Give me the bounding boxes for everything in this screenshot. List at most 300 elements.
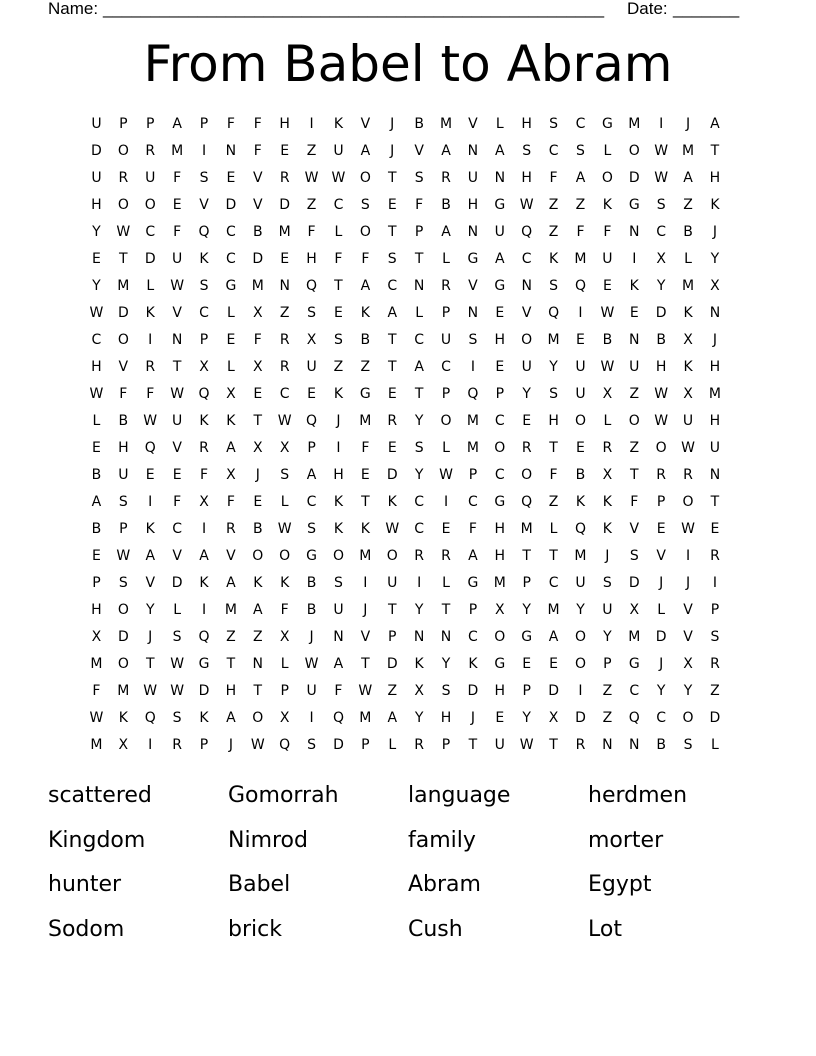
grid-letter: E bbox=[92, 251, 101, 267]
grid-letter: W bbox=[331, 170, 346, 186]
grid-letter: X bbox=[683, 386, 693, 402]
grid-letter: L bbox=[495, 116, 504, 132]
grid-letter: O bbox=[440, 413, 452, 429]
grid-letter: M bbox=[117, 278, 130, 294]
grid-letter: R bbox=[226, 521, 236, 537]
grid-letter: V bbox=[683, 629, 693, 645]
grid-letter: H bbox=[494, 332, 506, 348]
grid-letter: M bbox=[681, 278, 695, 294]
grid-letter: R bbox=[441, 278, 451, 294]
grid-letter: W bbox=[600, 359, 615, 375]
grid-letter: I bbox=[148, 332, 153, 348]
grid-letter: W bbox=[170, 386, 185, 402]
grid-letter: V bbox=[629, 521, 640, 537]
grid-letter: W bbox=[519, 197, 534, 213]
grid-letter: M bbox=[681, 143, 695, 159]
grid-letter: W bbox=[250, 737, 265, 753]
grid-letter: S bbox=[307, 737, 317, 753]
grid-letter: R bbox=[414, 548, 424, 564]
grid-letter: G bbox=[225, 278, 237, 294]
grid-letter: I bbox=[632, 251, 637, 267]
grid-letter: E bbox=[522, 656, 532, 672]
grid-letter: X bbox=[252, 359, 263, 375]
grid-letter: B bbox=[575, 467, 586, 483]
grid-letter: H bbox=[521, 170, 532, 186]
grid-letter: M bbox=[708, 386, 721, 402]
grid-letter: K bbox=[333, 521, 344, 537]
grid-letter: J bbox=[255, 467, 260, 483]
grid-letter: J bbox=[390, 116, 395, 132]
word-list-item: brick bbox=[228, 916, 282, 942]
grid-letter: W bbox=[170, 656, 185, 672]
grid-letter: L bbox=[146, 278, 155, 294]
grid-letter: M bbox=[90, 737, 103, 753]
word-list-item: Nimrod bbox=[228, 827, 308, 853]
grid-letter: M bbox=[628, 629, 641, 645]
grid-letter: M bbox=[466, 440, 479, 456]
grid-letter: S bbox=[522, 143, 532, 159]
grid-letter: G bbox=[494, 197, 506, 213]
grid-letter: A bbox=[226, 575, 236, 591]
grid-letter: R bbox=[441, 548, 451, 564]
grid-letter: A bbox=[683, 170, 693, 186]
grid-letter: E bbox=[145, 467, 155, 483]
grid-letter: Z bbox=[548, 224, 559, 240]
grid-letter: W bbox=[143, 683, 158, 699]
name-blank-line[interactable]: _____________________________________________________ bbox=[103, 0, 605, 18]
grid-letter: Q bbox=[144, 440, 156, 456]
grid-letter: K bbox=[602, 494, 612, 510]
grid-letter: C bbox=[387, 278, 398, 294]
grid-letter: A bbox=[441, 143, 451, 159]
word-list-item: Cush bbox=[408, 916, 463, 942]
grid-letter: A bbox=[468, 548, 478, 564]
grid-letter: O bbox=[252, 548, 264, 564]
grid-letter: I bbox=[578, 305, 583, 321]
grid-letter: W bbox=[89, 305, 104, 321]
grid-letter: U bbox=[91, 170, 102, 186]
grid-letter: F bbox=[173, 494, 182, 510]
grid-letter: G bbox=[494, 494, 506, 510]
grid-letter: B bbox=[683, 224, 693, 240]
grid-letter: P bbox=[495, 386, 505, 402]
grid-letter: C bbox=[656, 710, 667, 726]
grid-letter: Y bbox=[549, 359, 558, 375]
grid-letter: B bbox=[656, 332, 666, 348]
grid-letter: V bbox=[468, 116, 478, 132]
grid-letter: S bbox=[334, 332, 343, 348]
grid-letter: R bbox=[145, 143, 156, 159]
grid-letter: E bbox=[92, 440, 101, 456]
grid-letter: J bbox=[309, 629, 314, 645]
grid-letter: Y bbox=[414, 467, 424, 483]
grid-letter: L bbox=[92, 413, 101, 429]
word-list-item: morter bbox=[588, 827, 664, 853]
grid-letter: G bbox=[521, 629, 533, 645]
grid-letter: W bbox=[654, 143, 669, 159]
grid-letter: G bbox=[467, 575, 479, 591]
grid-letter: N bbox=[467, 224, 479, 240]
grid-letter: K bbox=[333, 386, 344, 402]
grid-letter: Z bbox=[252, 629, 263, 645]
grid-letter: U bbox=[91, 116, 102, 132]
grid-letter: O bbox=[574, 413, 586, 429]
grid-letter: D bbox=[548, 683, 559, 699]
grid-letter: E bbox=[280, 251, 290, 267]
grid-letter: B bbox=[91, 467, 102, 483]
grid-letter: N bbox=[467, 143, 479, 159]
grid-letter: Y bbox=[576, 602, 585, 618]
word-list-item: family bbox=[408, 827, 476, 853]
grid-letter: Z bbox=[629, 386, 640, 402]
grid-letter: P bbox=[280, 683, 289, 699]
grid-letter: I bbox=[470, 359, 475, 375]
grid-letter: H bbox=[494, 683, 506, 699]
grid-letter: S bbox=[576, 143, 585, 159]
grid-letter: M bbox=[547, 332, 560, 348]
grid-letter: E bbox=[576, 332, 585, 348]
grid-letter: H bbox=[467, 197, 479, 213]
word-list-item: herdmen bbox=[588, 783, 688, 808]
grid-letter: X bbox=[91, 629, 102, 645]
grid-letter: P bbox=[414, 224, 424, 240]
grid-letter: S bbox=[414, 170, 424, 186]
grid-letter: C bbox=[494, 413, 505, 429]
grid-letter: S bbox=[414, 440, 424, 456]
grid-letter: Y bbox=[710, 251, 720, 267]
grid-letter: L bbox=[442, 575, 450, 591]
grid-letter: B bbox=[602, 332, 613, 348]
grid-letter: U bbox=[306, 683, 317, 699]
grid-letter: M bbox=[493, 575, 506, 591]
grid-letter: J bbox=[659, 656, 664, 672]
grid-letter: O bbox=[574, 629, 586, 645]
grid-letter: A bbox=[199, 548, 209, 564]
grid-letter: W bbox=[385, 521, 400, 537]
grid-letter: D bbox=[171, 575, 183, 591]
grid-letter: A bbox=[226, 710, 236, 726]
grid-letter: I bbox=[336, 440, 341, 456]
grid-letter: N bbox=[413, 278, 425, 294]
grid-letter: F bbox=[549, 467, 558, 483]
grid-letter: I bbox=[309, 710, 314, 726]
grid-letter: T bbox=[522, 548, 531, 564]
grid-letter: U bbox=[494, 224, 505, 240]
grid-letter: U bbox=[682, 413, 694, 429]
grid-letter: E bbox=[495, 305, 505, 321]
grid-letter: V bbox=[172, 440, 182, 456]
grid-letter: V bbox=[226, 548, 236, 564]
grid-letter: Y bbox=[656, 278, 666, 294]
grid-letter: K bbox=[145, 521, 155, 537]
grid-letter: A bbox=[495, 251, 505, 267]
grid-letter: S bbox=[683, 737, 693, 753]
grid-letter: P bbox=[522, 683, 531, 699]
grid-letter: V bbox=[172, 548, 182, 564]
grid-letter: E bbox=[441, 521, 451, 537]
grid-letter: T bbox=[334, 278, 343, 294]
grid-letter: K bbox=[602, 521, 612, 537]
grid-letter: W bbox=[439, 467, 453, 483]
grid-letter: U bbox=[575, 359, 586, 375]
grid-letter: X bbox=[279, 710, 290, 726]
grid-letter: G bbox=[306, 548, 317, 564]
grid-letter: X bbox=[548, 710, 559, 726]
grid-letter: T bbox=[468, 737, 478, 753]
grid-letter: L bbox=[657, 602, 666, 618]
grid-letter: D bbox=[117, 629, 129, 645]
grid-letter: C bbox=[441, 359, 451, 375]
grid-letter: R bbox=[172, 737, 182, 753]
grid-letter: Q bbox=[306, 413, 318, 429]
grid-letter: V bbox=[683, 602, 693, 618]
grid-letter: J bbox=[685, 116, 691, 132]
grid-letter: R bbox=[683, 467, 693, 483]
grid-letter: A bbox=[575, 170, 586, 186]
grid-letter: A bbox=[495, 143, 505, 159]
grid-letter: C bbox=[656, 224, 667, 240]
grid-letter: O bbox=[279, 548, 291, 564]
grid-letter: Z bbox=[387, 683, 398, 699]
grid-letter: K bbox=[280, 575, 290, 591]
grid-letter: N bbox=[602, 737, 613, 753]
grid-letter: M bbox=[117, 683, 130, 699]
grid-letter: J bbox=[336, 413, 341, 429]
word-list-item: Egypt bbox=[588, 872, 652, 897]
grid-letter: K bbox=[145, 305, 155, 321]
grid-letter: F bbox=[146, 386, 155, 402]
grid-letter: A bbox=[441, 224, 451, 240]
grid-letter: Z bbox=[602, 710, 613, 726]
grid-letter: A bbox=[91, 494, 102, 510]
grid-letter: K bbox=[414, 656, 424, 672]
grid-letter: M bbox=[90, 656, 103, 672]
grid-letter: N bbox=[333, 629, 344, 645]
date-blank-line[interactable]: _______ bbox=[673, 0, 740, 18]
grid-letter: T bbox=[549, 548, 558, 564]
grid-letter: L bbox=[415, 305, 424, 321]
grid-letter: W bbox=[116, 548, 131, 564]
grid-letter: M bbox=[224, 602, 237, 618]
grid-letter: B bbox=[252, 521, 263, 537]
grid-letter: H bbox=[279, 116, 290, 132]
grid-letter: L bbox=[173, 602, 182, 618]
grid-letter: O bbox=[386, 548, 398, 564]
grid-letter: B bbox=[656, 737, 666, 753]
grid-letter: F bbox=[361, 251, 370, 267]
grid-letter: Y bbox=[414, 602, 424, 618]
grid-letter: A bbox=[710, 116, 720, 132]
grid-letter: U bbox=[333, 143, 344, 159]
grid-letter: F bbox=[334, 251, 343, 267]
grid-letter: H bbox=[709, 359, 721, 375]
grid-letter: X bbox=[602, 467, 613, 483]
grid-letter: V bbox=[656, 548, 666, 564]
grid-letter: O bbox=[574, 656, 586, 672]
grid-letter: P bbox=[146, 116, 155, 132]
grid-letter: Q bbox=[574, 521, 586, 537]
grid-letter: A bbox=[172, 116, 182, 132]
grid-letter: K bbox=[199, 413, 209, 429]
grid-letter: U bbox=[521, 359, 532, 375]
grid-letter: M bbox=[547, 602, 560, 618]
grid-letter: U bbox=[467, 170, 479, 186]
grid-letter: N bbox=[709, 467, 721, 483]
grid-letter: G bbox=[628, 197, 640, 213]
grid-letter: J bbox=[148, 629, 153, 645]
grid-letter: J bbox=[363, 602, 368, 618]
grid-letter: I bbox=[363, 575, 368, 591]
name-label: Name: bbox=[48, 0, 99, 18]
grid-letter: C bbox=[414, 332, 425, 348]
grid-letter: X bbox=[118, 737, 129, 753]
grid-letter: G bbox=[359, 386, 371, 402]
grid-letter: G bbox=[494, 656, 506, 672]
grid-letter: W bbox=[600, 305, 615, 321]
grid-letter: T bbox=[441, 602, 451, 618]
grid-letter: F bbox=[307, 224, 316, 240]
grid-letter: M bbox=[520, 521, 533, 537]
grid-letter: P bbox=[656, 494, 666, 510]
grid-letter: A bbox=[414, 359, 424, 375]
grid-letter: H bbox=[306, 251, 317, 267]
grid-letter: T bbox=[387, 224, 397, 240]
grid-letter: C bbox=[468, 494, 478, 510]
grid-letter: K bbox=[468, 656, 478, 672]
grid-letter: T bbox=[253, 413, 263, 429]
grid-letter: J bbox=[228, 737, 233, 753]
grid-letter: S bbox=[441, 683, 451, 699]
grid-letter: W bbox=[89, 710, 104, 726]
grid-letter: O bbox=[117, 602, 129, 618]
grid-letter: C bbox=[279, 386, 290, 402]
grid-letter: Z bbox=[279, 305, 290, 321]
grid-letter: L bbox=[280, 494, 289, 510]
grid-letter: J bbox=[712, 332, 717, 348]
grid-letter: K bbox=[199, 710, 209, 726]
grid-letter: X bbox=[683, 332, 693, 348]
grid-letter: O bbox=[332, 548, 344, 564]
grid-letter: C bbox=[306, 494, 317, 510]
grid-letter: S bbox=[360, 197, 370, 213]
grid-letter: I bbox=[659, 116, 664, 132]
grid-letter: F bbox=[173, 170, 182, 186]
grid-letter: S bbox=[710, 629, 720, 645]
grid-letter: P bbox=[468, 602, 478, 618]
grid-letter: U bbox=[171, 413, 183, 429]
grid-letter: O bbox=[628, 143, 640, 159]
grid-letter: K bbox=[333, 116, 344, 132]
grid-letter: Q bbox=[332, 710, 344, 726]
grid-letter: W bbox=[277, 413, 292, 429]
grid-letter: W bbox=[654, 170, 669, 186]
grid-letter: V bbox=[172, 305, 182, 321]
grid-letter: T bbox=[387, 602, 397, 618]
grid-letter: S bbox=[172, 629, 182, 645]
grid-letter: W bbox=[89, 386, 104, 402]
grid-letter: H bbox=[118, 440, 129, 456]
grid-letter: M bbox=[439, 116, 453, 132]
grid-letter: V bbox=[360, 116, 371, 132]
grid-letter: O bbox=[521, 332, 533, 348]
grid-letter: D bbox=[198, 683, 210, 699]
grid-letter: O bbox=[359, 170, 371, 186]
grid-letter: S bbox=[307, 521, 317, 537]
grid-letter: X bbox=[629, 602, 640, 618]
grid-letter: H bbox=[440, 710, 452, 726]
grid-letter: M bbox=[359, 548, 372, 564]
grid-letter: T bbox=[629, 467, 639, 483]
grid-letter: O bbox=[494, 440, 506, 456]
grid-letter: N bbox=[279, 278, 290, 294]
grid-letter: P bbox=[119, 521, 128, 537]
grid-letter: G bbox=[494, 278, 506, 294]
grid-letter: S bbox=[334, 575, 343, 591]
grid-letter: T bbox=[361, 494, 370, 510]
grid-letter: W bbox=[170, 278, 185, 294]
grid-letter: Q bbox=[279, 737, 291, 753]
grid-letter: Y bbox=[414, 710, 424, 726]
grid-letter: R bbox=[521, 440, 532, 456]
grid-letter: U bbox=[440, 332, 452, 348]
grid-letter: V bbox=[253, 170, 263, 186]
grid-letter: S bbox=[656, 197, 666, 213]
grid-letter: H bbox=[225, 683, 237, 699]
grid-letter: E bbox=[226, 170, 236, 186]
grid-letter: D bbox=[386, 656, 398, 672]
grid-letter: E bbox=[387, 440, 397, 456]
grid-letter: Z bbox=[683, 197, 693, 213]
grid-letter: O bbox=[628, 413, 640, 429]
grid-letter: P bbox=[522, 575, 531, 591]
grid-letter: U bbox=[118, 467, 129, 483]
grid-letter: W bbox=[654, 386, 669, 402]
grid-letter: R bbox=[710, 656, 720, 672]
grid-letter: Y bbox=[92, 224, 101, 240]
grid-letter: Z bbox=[360, 359, 371, 375]
grid-letter: T bbox=[414, 386, 424, 402]
grid-letter: E bbox=[549, 656, 559, 672]
grid-letter: K bbox=[360, 521, 370, 537]
grid-letter: Z bbox=[710, 683, 720, 699]
grid-letter: M bbox=[574, 548, 587, 564]
grid-letter: E bbox=[387, 386, 397, 402]
grid-letter: F bbox=[549, 170, 558, 186]
grid-letter: R bbox=[575, 737, 586, 753]
grid-letter: I bbox=[443, 494, 449, 510]
grid-letter: Y bbox=[603, 629, 612, 645]
grid-letter: W bbox=[358, 683, 373, 699]
grid-letter: Y bbox=[145, 602, 155, 618]
grid-letter: A bbox=[226, 440, 236, 456]
grid-letter: Z bbox=[548, 494, 559, 510]
grid-letter: T bbox=[549, 737, 558, 753]
grid-letter: R bbox=[279, 170, 290, 186]
word-list-item: Lot bbox=[588, 916, 622, 942]
grid-letter: J bbox=[605, 548, 610, 564]
grid-letter: A bbox=[360, 278, 371, 294]
grid-letter: U bbox=[494, 737, 505, 753]
grid-letter: T bbox=[414, 251, 424, 267]
grid-letter: D bbox=[252, 251, 264, 267]
grid-letter: P bbox=[710, 602, 720, 618]
grid-letter: R bbox=[441, 170, 451, 186]
grid-letter: E bbox=[522, 413, 532, 429]
grid-letter: Y bbox=[683, 683, 693, 699]
grid-letter: K bbox=[683, 305, 693, 321]
grid-letter: R bbox=[279, 359, 290, 375]
grid-letter: D bbox=[655, 305, 667, 321]
